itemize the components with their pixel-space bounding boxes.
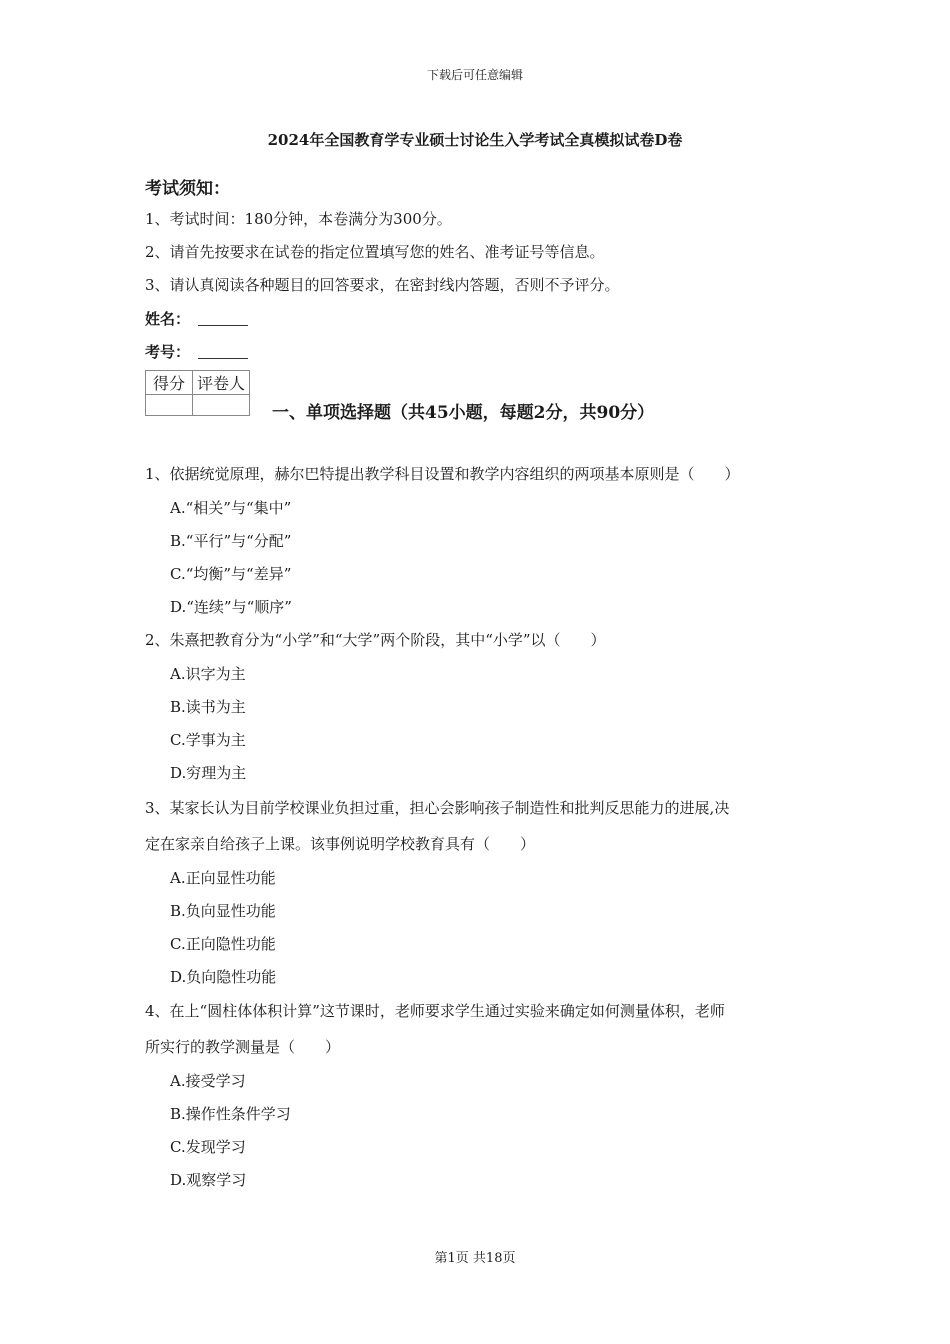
question-3-option-a[interactable]: A.正向显性功能 <box>170 869 276 887</box>
question-4-option-c[interactable]: C.发现学习 <box>170 1138 246 1156</box>
name-blank[interactable] <box>198 311 248 326</box>
grader-header: 评卷人 <box>193 371 250 395</box>
question-4-option-d[interactable]: D.观察学习 <box>170 1171 247 1189</box>
id-blank[interactable] <box>198 344 248 359</box>
notice-heading: 考试须知： <box>145 179 230 199</box>
notice-item: 3、请认真阅读各种题目的回答要求，在密封线内答题，否则不予评分。 <box>145 276 620 294</box>
question-1-text: 1、依据统觉原理，赫尔巴特提出教学科目设置和教学内容组织的两项基本原则是（ ） <box>145 465 740 483</box>
question-3-option-d[interactable]: D.负向隐性功能 <box>170 968 277 986</box>
notice-item: 1、考试时间：180分钟，本卷满分为300分。 <box>145 210 452 228</box>
name-label: 姓名： <box>145 310 191 328</box>
question-1-option-d[interactable]: D.“连续”与“顺序” <box>170 598 292 616</box>
grader-cell[interactable] <box>193 395 250 416</box>
score-header: 得分 <box>146 371 193 395</box>
question-4-text: 4、在上“圆柱体体积计算”这节课时，老师要求学生通过实验来确定如何测量体积，老师 <box>145 1002 725 1020</box>
question-3-text-cont: 定在家亲自给孩子上课。该事例说明学校教育具有（ ） <box>145 835 536 853</box>
question-3-option-c[interactable]: C.正向隐性功能 <box>170 935 276 953</box>
section-title: 一、单项选择题（共45小题，每题2分，共90分） <box>272 403 655 423</box>
question-3-text: 3、某家长认为目前学校课业负担过重，担心会影响孩子制造性和批判反思能力的进展,决 <box>145 799 730 817</box>
notice-item: 2、请首先按要求在试卷的指定位置填写您的姓名、准考证号等信息。 <box>145 243 605 261</box>
question-3-option-b[interactable]: B.负向显性功能 <box>170 902 276 920</box>
question-1-option-c[interactable]: C.“均衡”与“差异” <box>170 565 292 583</box>
page-footer: 第1页 共18页 <box>434 1251 516 1266</box>
question-4-text-cont: 所实行的教学测量是（ ） <box>145 1038 341 1056</box>
id-label: 考号： <box>145 343 191 361</box>
page-header: 下载后可任意编辑 <box>426 68 523 82</box>
question-4-option-a[interactable]: A.接受学习 <box>170 1072 246 1090</box>
question-2-text: 2、朱熹把教育分为“小学”和“大学”两个阶段，其中“小学”以（ ） <box>145 631 606 649</box>
question-2-option-a[interactable]: A.识字为主 <box>170 665 246 683</box>
score-table <box>145 370 250 416</box>
question-2-option-c[interactable]: C.学事为主 <box>170 731 246 749</box>
question-2-option-b[interactable]: B.读书为主 <box>170 698 246 716</box>
exam-title: 2024年全国教育学专业硕士讨论生入学考试全真模拟试卷D卷 <box>267 131 683 149</box>
question-4-option-b[interactable]: B.操作性条件学习 <box>170 1105 291 1123</box>
name-field[interactable] <box>145 308 248 329</box>
question-2-option-d[interactable]: D.穷理为主 <box>170 764 247 782</box>
question-1-option-a[interactable]: A.“相关”与“集中” <box>170 499 292 517</box>
id-field[interactable] <box>145 341 248 362</box>
score-cell[interactable] <box>146 395 193 416</box>
question-1-option-b[interactable]: B.“平行”与“分配” <box>170 532 292 550</box>
